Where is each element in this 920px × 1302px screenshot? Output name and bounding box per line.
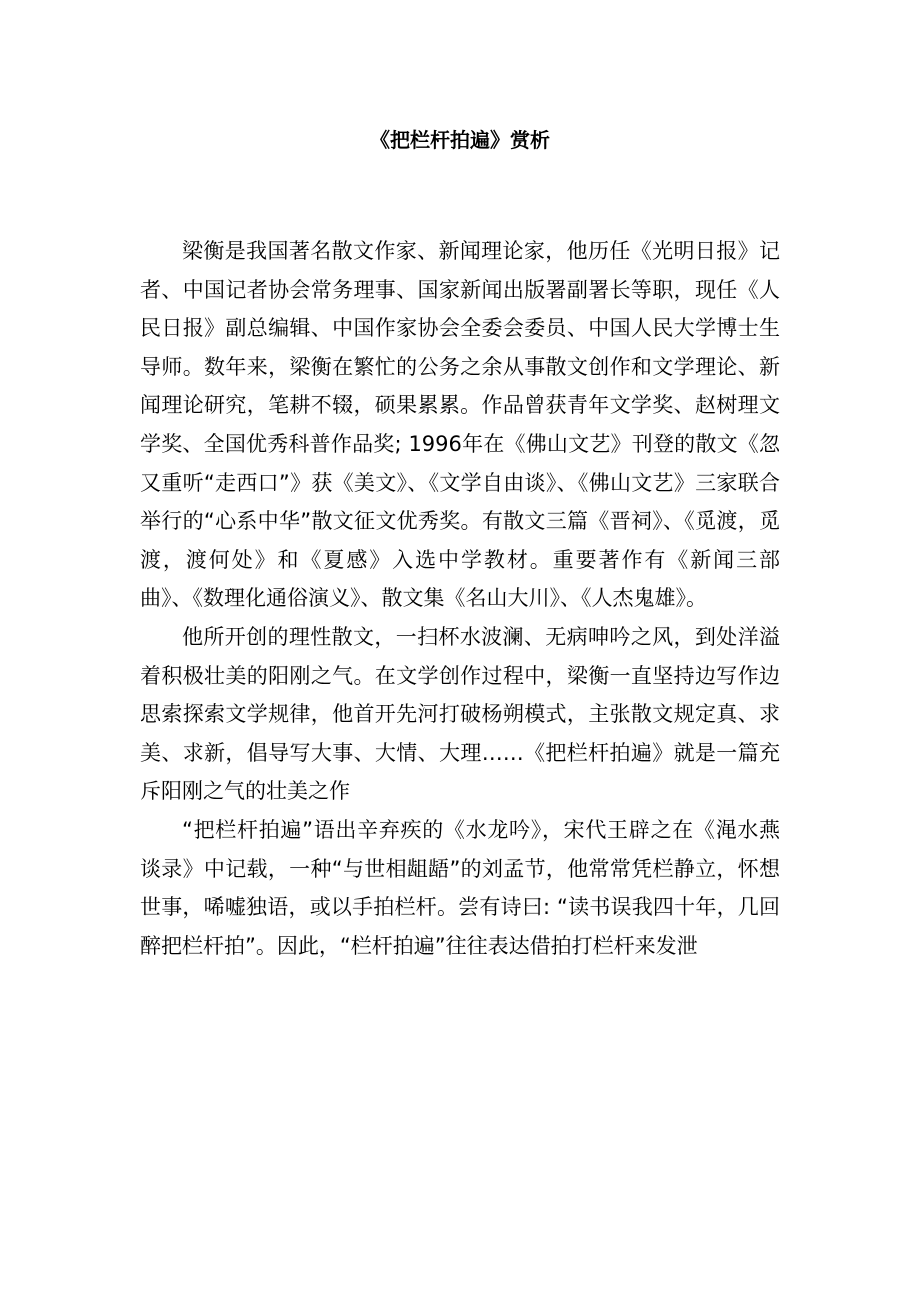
document-body <box>140 232 780 965</box>
paragraph-title-origin: “把栏杆拍遍”语出辛弃疾的《水龙吟》，宋代王辟之在《渑水燕谈录》中记载，一种“与世相龃龉”的刘孟节，他常常凭栏静立，怀想世事，唏嘘独语，或以手拍栏杆。尝有诗曰: “读书误我四十年，几回醉把栏杆拍”。因此，“栏杆拍遍”往往表达借拍打栏杆来发泄 <box>140 817 780 958</box>
paragraph-author-bio: 梁衡是我国著名散文作家、新闻理论家，他历任《光明日报》记者、中国记者协会常务理事、国家新闻出版署副署长等职，现任《人民日报》副总编辑、中国作家协会全委会委员、中国人民大学博士生导师。数年来，梁衡在繁忙的公务之余从事散文创作和文学理论、新闻理论研究，笔耕不辍，硕果累累。作品曾获青年文学奖、赵树理文学奖、全国优秀科普作品奖; 1996年在《佛山文艺》刊登的散文《忽又重听“走西口”》获《美文》、《文学自由谈》、《佛山文艺》三家联合举行的“心系中华”散文征文优秀奖。有散文三篇《晋祠》、《觅渡，觅渡，渡何处》和《夏感》入选中学教材。重要著作有《新闻三部曲》、《数理化通俗演义》、散文集《名山大川》、《人杰鬼雄》。 <box>140 239 780 611</box>
paragraph-rational-prose: 他所开创的理性散文，一扫杯水波澜、无病呻吟之风，到处洋溢着积极壮美的阳刚之气。在文学创作过程中，梁衡一直坚持边写作边思索探索文学规律，他首开先河打破杨朔模式，主张散文规定真、求美、求新，倡导写大事、大情、大理……《把栏杆拍遍》就是一篇充斥阳刚之气的壮美之作 <box>140 624 780 804</box>
document-title: 《把栏杆拍遍》赏析 <box>370 128 550 152</box>
